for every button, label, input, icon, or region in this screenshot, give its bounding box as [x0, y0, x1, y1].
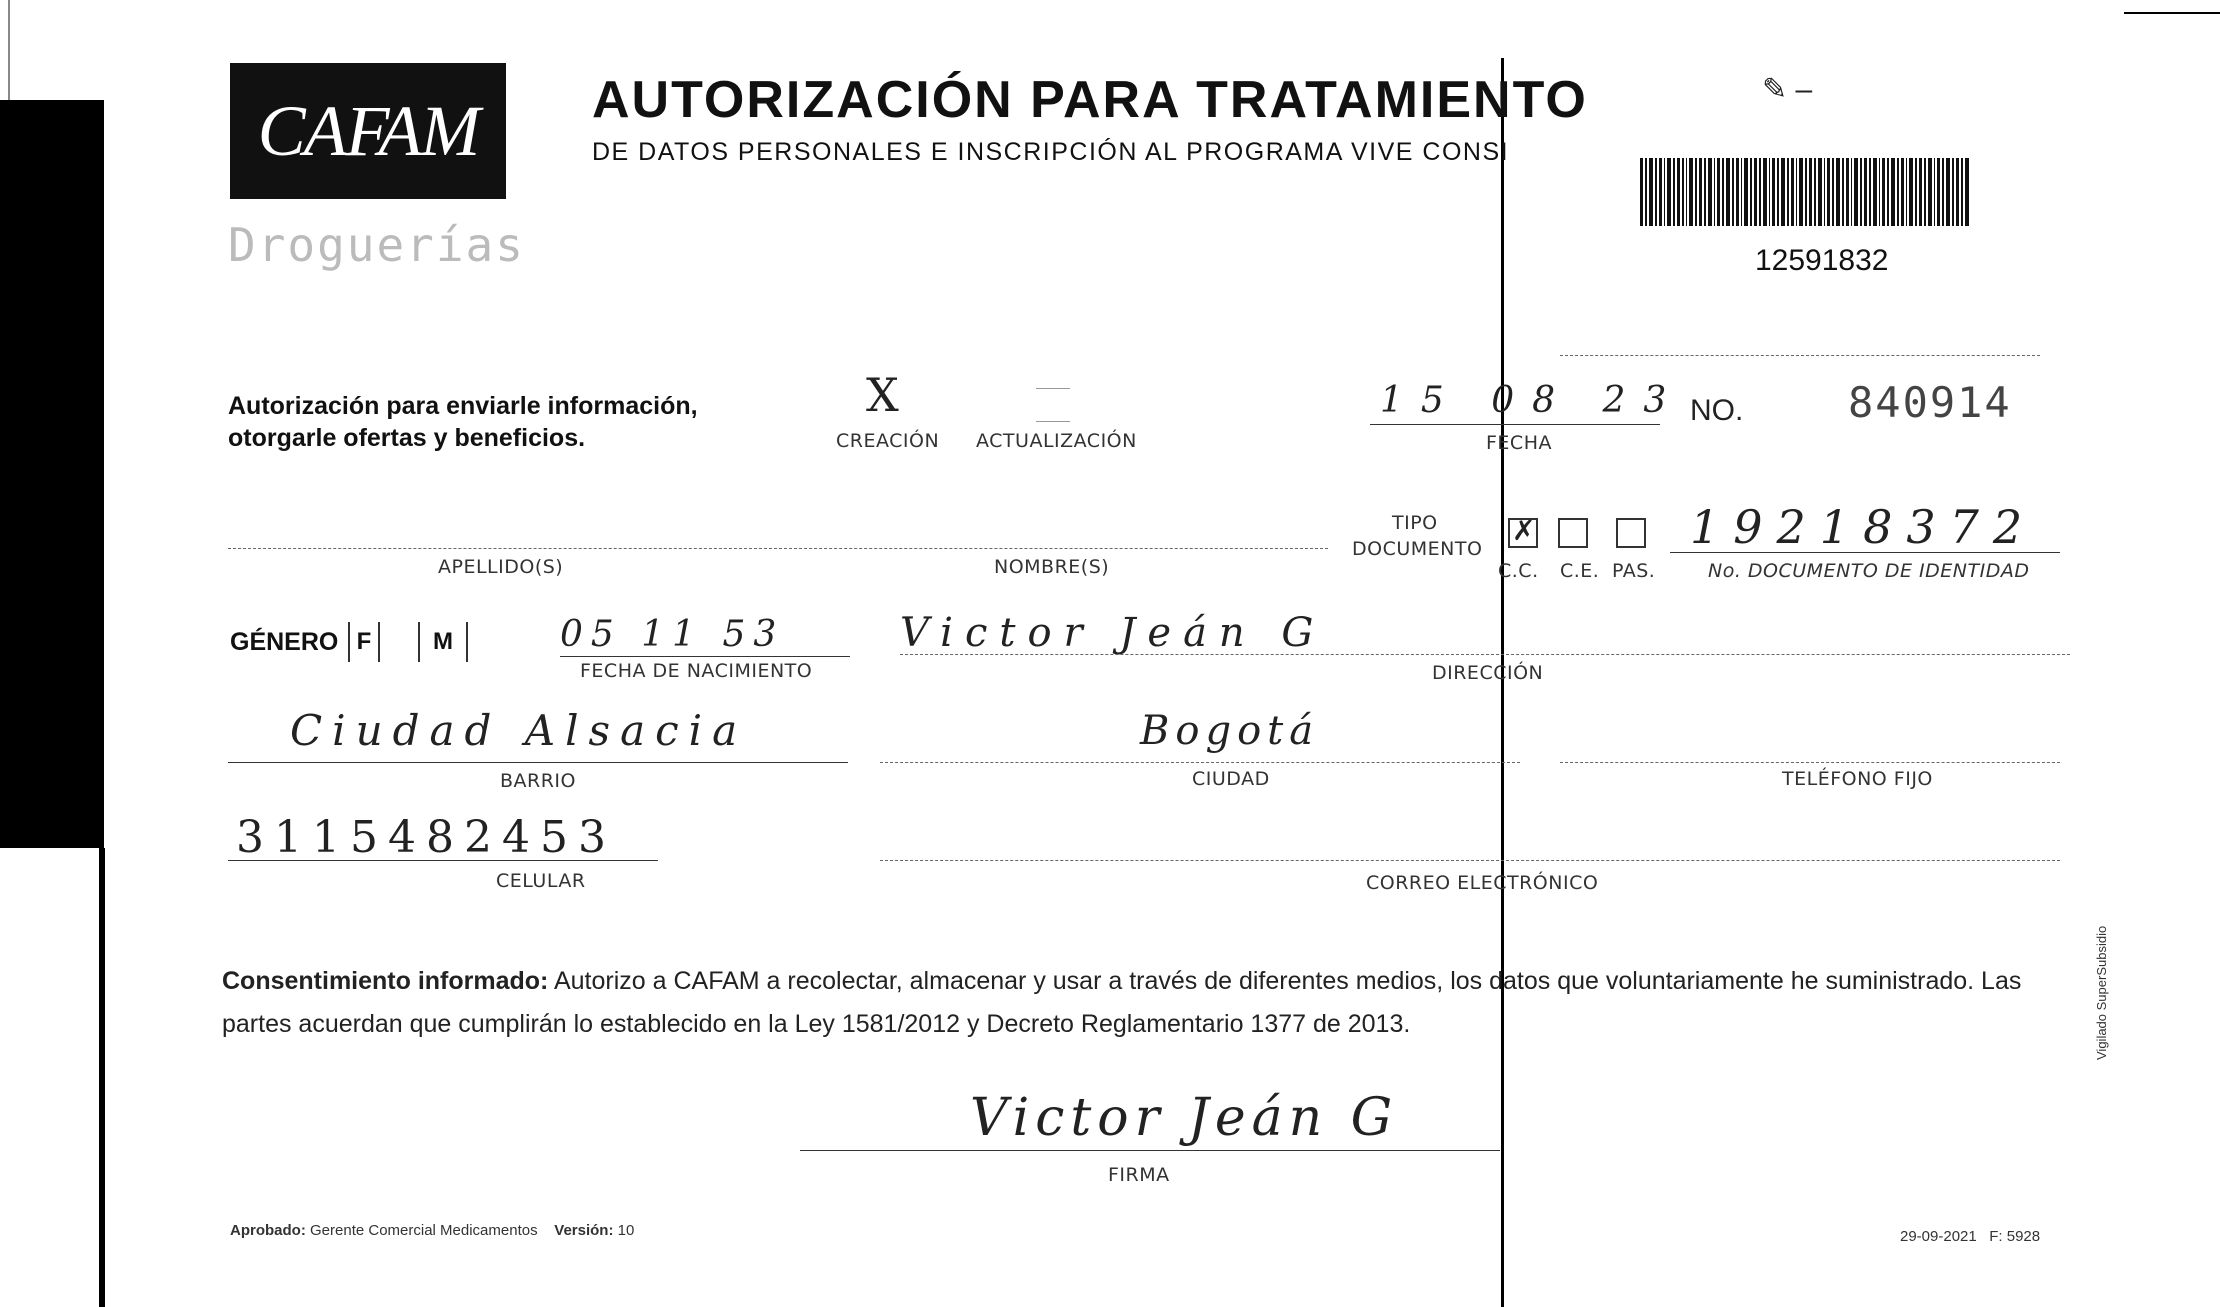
actualizacion-label: ACTUALIZACIÓN: [976, 430, 1137, 452]
celular-line: [228, 860, 658, 861]
apellidos-label: APELLIDO(S): [438, 556, 564, 578]
logo-text: CAFAM: [257, 90, 479, 171]
barrio-value: Ciudad Alsacia: [290, 706, 748, 755]
creacion-check-mark: X: [866, 368, 899, 422]
footer-approval: [230, 1222, 634, 1239]
footer-form-code: F: 5928: [1989, 1228, 2041, 1245]
authorization-heading-line1: Autorización para enviarle información,: [228, 392, 698, 420]
birthdate-label: FECHA DE NACIMIENTO: [580, 660, 813, 682]
form-title: AUTORIZACIÓN PARA TRATAMIENTO: [592, 71, 1588, 129]
fecha-value: 15 08 23: [1380, 380, 1685, 421]
signature-label: FIRMA: [1108, 1164, 1170, 1186]
document-number: 19218372: [1690, 500, 2037, 554]
cc-check-mark: ✗: [1512, 515, 1536, 546]
creacion-checkbox[interactable]: [866, 368, 900, 422]
vigilado-vertical-text: Vigilado SuperSubsidio: [2094, 925, 2109, 1060]
creacion-label: CREACIÓN: [836, 430, 940, 452]
consent-text: Autorizo a CAFAM a recolectar, almacenar y usar a través de diferentes medios, los datos que voluntariamente he suministrado. Las partes acuerdan que cumplirán lo establecido en la Ley 1581/2012 y Decreto Reglamentario 1377 de 2013.: [222, 967, 2022, 1038]
barcode-number: 12591832: [1755, 244, 1889, 277]
telefono-label: TELÉFONO FIJO: [1782, 768, 1933, 790]
correo-line: [880, 860, 2060, 861]
cc-label: C.C.: [1498, 560, 1539, 582]
genero-m-box[interactable]: [418, 622, 468, 662]
ce-checkbox[interactable]: [1558, 518, 1588, 548]
version-label: Versión:: [554, 1222, 614, 1239]
authorization-heading-line2: otorgarle ofertas y beneficios.: [228, 424, 586, 452]
top-dotted-line: [1560, 355, 2040, 356]
footer-date: 29-09-2021: [1900, 1228, 1977, 1245]
consent-lead: Consentimiento informado:: [222, 967, 549, 995]
direccion-value: Victor Jeán G: [900, 610, 1326, 656]
no-label: NO.: [1690, 394, 1744, 427]
genero-m-label: M: [433, 628, 453, 655]
ink-mark-icon: ✎ –: [1762, 73, 1813, 106]
genero-f-label: F: [356, 628, 372, 655]
ciudad-label: CIUDAD: [1192, 768, 1270, 790]
scan-black-bar: [0, 100, 104, 848]
direccion-label: DIRECCIÓN: [1432, 662, 1544, 684]
document-number-line: [1670, 552, 2060, 553]
version-value: 10: [617, 1222, 635, 1239]
no-value: 840914: [1848, 378, 2012, 427]
ce-label: C.E.: [1560, 560, 1600, 582]
signature-value: Victor Jeán G: [970, 1088, 1399, 1148]
barrio-line: [228, 762, 848, 763]
telefono-line: [1560, 762, 2060, 763]
actualizacion-checkbox[interactable]: [1036, 388, 1070, 422]
aprobado-value: Gerente Comercial Medicamentos: [310, 1222, 538, 1239]
direccion-line: [900, 654, 2070, 655]
barrio-label: BARRIO: [500, 770, 576, 792]
name-dotted-line: [228, 548, 1328, 549]
correo-label: CORREO ELECTRÓNICO: [1366, 872, 1599, 894]
birthdate-line: [560, 656, 850, 657]
scan-top-line: [2124, 12, 2220, 14]
pas-checkbox[interactable]: [1616, 518, 1646, 548]
pas-label: PAS.: [1612, 560, 1656, 582]
form-subtitle: DE DATOS PERSONALES E INSCRIPCIÓN AL PROGRAMA VIVE CONSI: [592, 138, 1510, 166]
birthdate-value: 05 11 53: [560, 614, 785, 655]
scan-left-line: [99, 848, 105, 1307]
celular-label: CELULAR: [496, 870, 586, 892]
tipo-documento-label-2: DOCUMENTO: [1352, 538, 1483, 560]
cc-checkbox[interactable]: [1508, 515, 1538, 548]
ciudad-value: Bogotá: [1140, 708, 1320, 754]
aprobado-label: Aprobado:: [230, 1222, 306, 1239]
tipo-documento-label-1: TIPO: [1392, 512, 1438, 534]
document-number-label: No. DOCUMENTO DE IDENTIDAD: [1708, 560, 2030, 582]
ciudad-line: [880, 762, 1520, 763]
footer-date-code: [1900, 1228, 2040, 1245]
genero-label: GÉNERO: [230, 628, 339, 656]
fecha-line: [1370, 424, 1660, 425]
celular-value: 3115482453: [236, 812, 616, 863]
cafam-logo: [230, 63, 506, 199]
nombres-label: NOMBRE(S): [994, 556, 1110, 578]
logo-subtitle: Droguerías: [228, 218, 525, 272]
signature-line: [800, 1150, 1500, 1151]
fecha-label: FECHA: [1486, 432, 1552, 454]
consent-paragraph: [222, 960, 2082, 1046]
barcode-icon: [1640, 158, 1970, 226]
genero-f-box[interactable]: [348, 622, 380, 662]
